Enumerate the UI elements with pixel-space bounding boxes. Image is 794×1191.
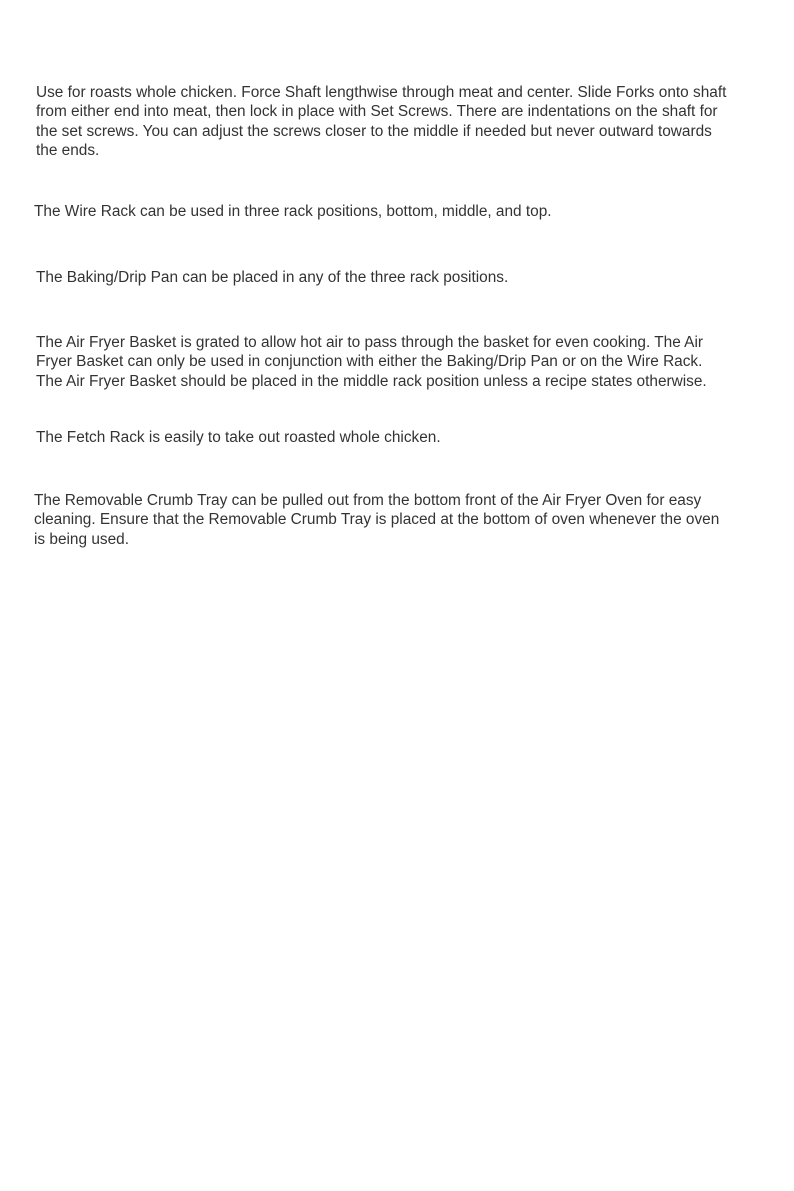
crumb-tray-paragraph: The Removable Crumb Tray can be pulled out from the bottom front of the Air Fryer Oven for easy cleaning. Ensure that the Removable Crumb Tray is placed at the bottom of oven whenever the oven is being used. [34, 492, 720, 548]
wire-rack-paragraph: The Wire Rack can be used in three rack positions, bottom, middle, and top. [34, 203, 552, 220]
drip-pan-paragraph: The Baking/Drip Pan can be placed in any of the three rack positions. [36, 269, 509, 286]
air-fryer-basket-paragraph: The Air Fryer Basket is grated to allow hot air to pass through the basket for even cooking. The Air Fryer Basket can only be used in conjunction with either the Baking/Drip Pan or on the Wire Rack. The Air Fryer Basket should be placed in the middle rack position unless a recipe states otherwise. [36, 334, 707, 390]
rotisserie-instructions-paragraph: Use for roasts whole chicken. Force Shaft lengthwise through meat and center. Slide Forks onto shaft from either end into meat, then lock in place with Set Screws. There are indentations on the shaft for the set screws. You can adjust the screws closer to the middle if needed but never outward towards the ends. [36, 84, 727, 159]
fetch-rack-paragraph: The Fetch Rack is easily to take out roasted whole chicken. [36, 429, 441, 446]
